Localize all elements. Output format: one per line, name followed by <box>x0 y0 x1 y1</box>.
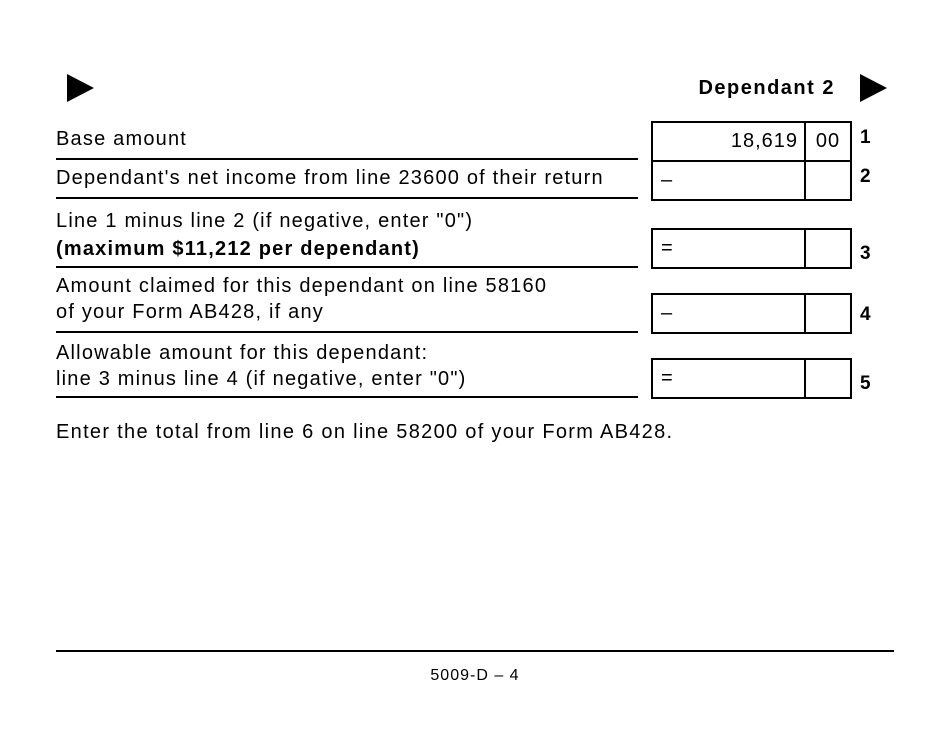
line-2-dollars-field[interactable] <box>653 162 806 199</box>
line-4-label-continued: of your Form AB428, if any <box>56 301 324 323</box>
instruction-note: Enter the total from line 6 on line 58200 of your Form AB428. <box>56 421 674 443</box>
arrow-left-icon <box>67 74 94 102</box>
line-2-label: Dependant's net income from line 23600 of their return <box>56 167 604 189</box>
line-5-dollars-field[interactable] <box>653 360 806 397</box>
line-2-rule <box>56 197 638 199</box>
line-5-cents-field[interactable] <box>806 360 850 397</box>
line-5-operator: = <box>661 367 674 389</box>
line-1-dollars-field[interactable] <box>653 123 806 160</box>
line-2-operator: – <box>661 169 674 191</box>
line-3-label: Line 1 minus line 2 (if negative, enter "0") <box>56 210 474 232</box>
line-2-number: 2 <box>860 166 871 187</box>
line-1-dollars-value: 18,619 <box>730 130 798 152</box>
line-4-cents-field[interactable] <box>806 295 850 332</box>
line-4-rule <box>56 331 638 333</box>
line-3-rule <box>56 266 638 268</box>
line-4-amount-box[interactable] <box>651 293 852 334</box>
line-2-amount-box[interactable] <box>651 160 852 201</box>
line-3-amount-box[interactable] <box>651 228 852 269</box>
line-3-cents-field[interactable] <box>806 230 850 267</box>
line-5-rule <box>56 396 638 398</box>
line-1-number: 1 <box>860 127 871 148</box>
line-5-number: 5 <box>860 373 871 394</box>
line-1-label: Base amount <box>56 128 188 150</box>
line-5-label-continued: line 3 minus line 4 (if negative, enter "0") <box>56 368 467 390</box>
line-4-number: 4 <box>860 304 871 325</box>
line-4-operator: – <box>661 302 674 324</box>
line-3-operator: = <box>661 237 674 259</box>
line-5-label: Allowable amount for this dependant: <box>56 342 429 364</box>
footer-rule <box>56 650 894 652</box>
line-3-dollars-field[interactable] <box>653 230 806 267</box>
line-3-number: 3 <box>860 243 871 264</box>
page-number: 5009-D – 4 <box>430 667 520 684</box>
line-4-label: Amount claimed for this dependant on line 58160 <box>56 275 548 297</box>
line-1-rule <box>56 158 638 160</box>
line-5-amount-box[interactable] <box>651 358 852 399</box>
line-2-cents-field[interactable] <box>806 162 850 199</box>
column-title: Dependant 2 <box>698 77 835 99</box>
arrow-right-icon <box>860 74 887 102</box>
line-1-amount-box[interactable] <box>651 121 852 162</box>
line-4-dollars-field[interactable] <box>653 295 806 332</box>
line-1-cents-field[interactable]: 00 <box>815 130 841 152</box>
line-3-label-maximum: (maximum $11,212 per dependant) <box>56 238 420 260</box>
